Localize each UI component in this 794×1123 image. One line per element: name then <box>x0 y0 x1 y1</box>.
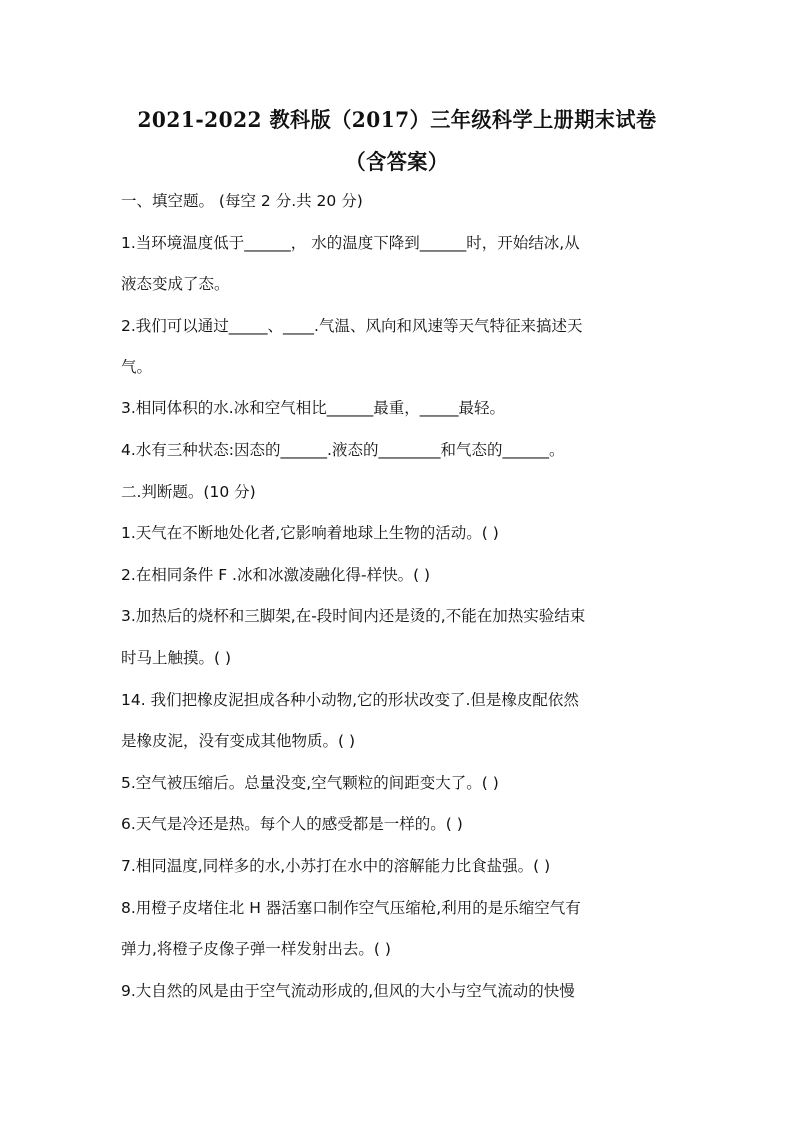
question-line: 2.在相同条件 F .冰和冰激凌融化得-样快。( ) <box>121 566 431 584</box>
question-line: 气。 <box>121 358 153 376</box>
question-line: 5.空气被压缩后。总量没变,空气颗粒的间距变大了。( ) <box>121 774 499 792</box>
question-line: 时马上触摸。( ) <box>121 649 232 667</box>
question-line: 7.相同温度,同样多的水,小苏打在水中的溶解能力比食盐强。( ) <box>121 857 551 875</box>
question-line: 6.天气是冷还是热。每个人的感受都是一样的。( ) <box>121 815 463 833</box>
question-line: 弹力,将橙子皮像子弹一样发射出去。( ) <box>121 940 391 958</box>
question-line: 2.我们可以通过_____、____.气温、风向和风速等天气特征来搞述天 <box>121 317 583 335</box>
question-line: 4.水有三种状态:因态的______.液态的________和气态的______。 <box>121 441 565 459</box>
exam-title-line2: （含答案） <box>345 149 449 174</box>
question-line: 1.天气在不断地处化者,它影响着地球上生物的活动。( ) <box>121 524 499 542</box>
exam-title-line1: 2021-2022 教科版（2017）三年级科学上册期末试卷 <box>137 107 657 132</box>
question-line: 9.大自然的风是由于空气流动形成的,但风的大小与空气流动的快慢 <box>121 982 575 1000</box>
question-line: 3.相同体积的水.冰和空气相比______最重，_____最轻。 <box>121 399 505 417</box>
question-line: 8.用橙子皮堵住北 H 器活塞口制作空气压缩枪,利用的是乐缩空气有 <box>121 899 581 917</box>
question-line: 1.当环境温度低于______， 水的温度下降到______时，开始结冰,从 <box>121 234 580 252</box>
question-line: 是橡皮泥，没有变成其他物质。( ) <box>121 732 356 750</box>
question-line: 液态变成了态。 <box>121 275 230 293</box>
section1-heading: 一、填空题。 (每空 2 分.共 20 分) <box>121 192 363 210</box>
question-line: 14. 我们把橡皮泥担成各种小动物,它的形状改变了.但是橡皮配依然 <box>121 691 579 709</box>
question-line: 3.加热后的烧杯和三脚架,在-段时间内还是烫的,不能在加热实验结束 <box>121 607 586 625</box>
section2-heading: 二.判断题。(10 分) <box>121 483 256 501</box>
